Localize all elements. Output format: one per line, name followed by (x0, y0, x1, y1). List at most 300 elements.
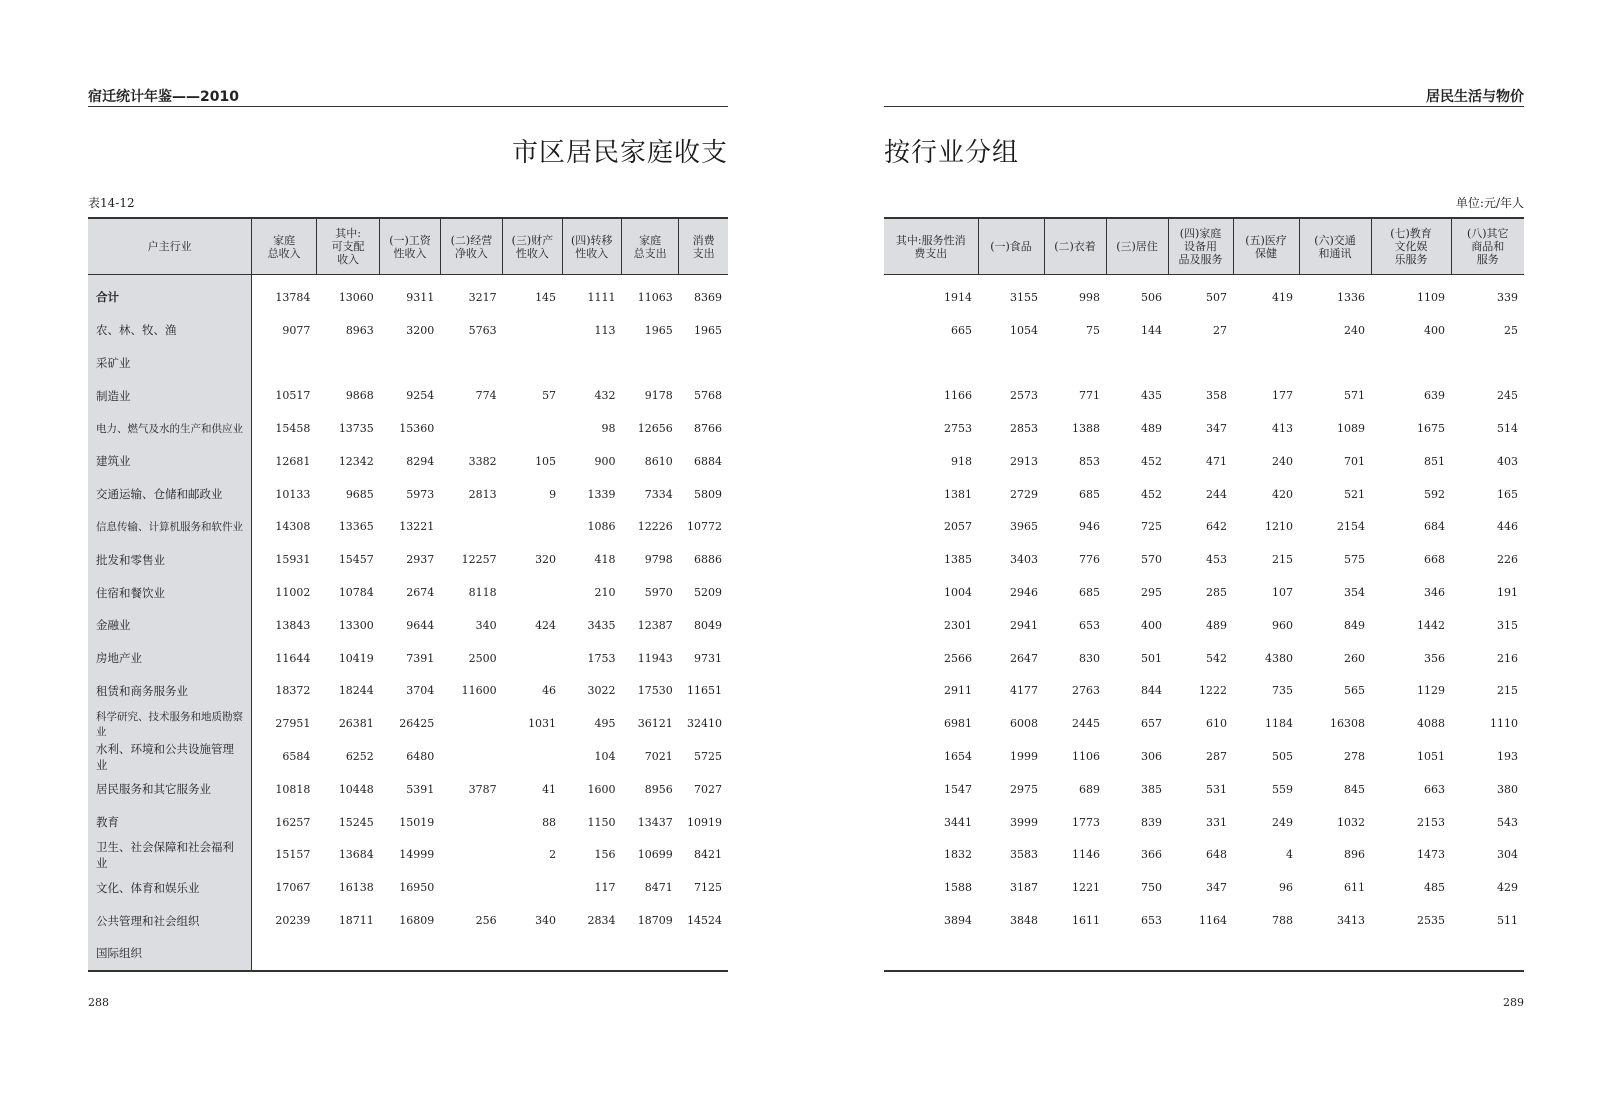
table-row (88, 937, 728, 971)
table-cell: 15931 (275, 553, 311, 567)
column-header: (四)转移 性收入 (562, 218, 621, 275)
table-cell: 2911 (944, 684, 972, 698)
table-cell: 849 (1344, 618, 1365, 632)
table-cell: 1221 (1072, 881, 1100, 895)
table-cell: 36121 (637, 717, 673, 731)
table-cell: 216 (1497, 651, 1518, 665)
table-cell: 16308 (1330, 717, 1365, 731)
table-cell: 6252 (345, 750, 374, 764)
column-header: (八)其它 商品和 服务 (1451, 218, 1524, 275)
table-cell: 9254 (406, 389, 435, 403)
table-cell: 260 (1344, 651, 1365, 665)
table-cell: 611 (1344, 881, 1365, 895)
table-cell: 1442 (1417, 618, 1445, 632)
table-cell: 12226 (637, 520, 673, 534)
table-cell: 315 (1497, 618, 1518, 632)
table-row (884, 904, 1524, 937)
table-cell (884, 937, 978, 971)
table-cell (1451, 937, 1524, 971)
table-cell: 156 (594, 848, 616, 862)
table-cell: 9 (549, 487, 557, 501)
table-cell: 27951 (275, 717, 311, 731)
table-cell (1168, 347, 1233, 380)
table-cell: 2853 (1010, 422, 1038, 436)
table-cell: 340 (535, 914, 557, 928)
running-header-right (884, 84, 1524, 107)
table-cell: 249 (1272, 815, 1293, 829)
table-cell: 16138 (338, 881, 374, 895)
table-cell: 9644 (406, 618, 435, 632)
column-header: 户主行业 (88, 218, 252, 275)
table-cell: 896 (1344, 848, 1365, 862)
column-header: 家庭 总支出 (621, 218, 678, 275)
table-cell: 400 (1141, 618, 1162, 632)
table-cell: 845 (1344, 782, 1365, 796)
table-cell: 774 (475, 389, 497, 403)
table-cell: 9868 (345, 389, 374, 403)
table-cell: 684 (1424, 520, 1445, 534)
table-cell: 1336 (1337, 290, 1365, 304)
table-cell: 88 (542, 815, 557, 829)
table-cell (679, 937, 728, 971)
table-cell: 11063 (637, 290, 673, 304)
table-cell: 1914 (944, 290, 972, 304)
income-table-left (88, 217, 728, 972)
table-cell: 918 (951, 454, 972, 468)
table-row (88, 740, 728, 773)
table-cell: 7125 (694, 881, 722, 895)
row-label: 文化、体育和娱乐业 (88, 871, 252, 904)
table-cell (440, 806, 502, 839)
table-cell: 5970 (644, 586, 673, 600)
table-cell: 489 (1206, 618, 1227, 632)
table-cell: 16809 (399, 914, 435, 928)
table-cell: 960 (1272, 618, 1293, 632)
table-cell: 514 (1497, 422, 1518, 436)
table-cell: 3848 (1010, 914, 1038, 928)
row-label: 电力、燃气及水的生产和供应业 (88, 412, 252, 445)
table-cell: 8766 (694, 422, 722, 436)
table-cell: 210 (594, 586, 616, 600)
left-page (88, 0, 728, 1099)
table-cell: 20239 (275, 914, 311, 928)
table-cell: 1031 (528, 717, 557, 731)
column-header: (三)财产 性收入 (503, 218, 562, 275)
table-row (884, 773, 1524, 806)
table-cell: 9077 (282, 323, 311, 337)
table-cell (1106, 347, 1168, 380)
table-cell: 2500 (468, 651, 497, 665)
table-cell: 701 (1344, 454, 1365, 468)
table-cell: 1965 (644, 323, 673, 337)
table-cell: 177 (1272, 389, 1293, 403)
table-cell: 3435 (587, 618, 616, 632)
chapter-title: 居民生活与物价 (1426, 89, 1524, 105)
table-cell: 453 (1206, 553, 1227, 567)
table-cell (440, 740, 502, 773)
table-row (884, 740, 1524, 773)
table-cell: 424 (535, 618, 557, 632)
table-row (88, 707, 728, 740)
table-cell: 610 (1206, 717, 1227, 731)
table-cell: 403 (1497, 454, 1518, 468)
table-cell: 12387 (637, 618, 673, 632)
row-label: 公共管理和社会组织 (88, 904, 252, 937)
table-cell (316, 347, 379, 380)
table-cell: 278 (1344, 750, 1365, 764)
table-cell (440, 511, 502, 544)
table-cell (440, 412, 502, 445)
table-cell: 145 (535, 290, 557, 304)
table-cell: 1547 (944, 782, 972, 796)
table-cell: 9311 (406, 290, 435, 304)
row-label: 合计 (88, 275, 252, 314)
table-cell: 639 (1424, 389, 1445, 403)
page-number-left: 288 (88, 996, 109, 1009)
table-cell: 2753 (944, 422, 972, 436)
table-cell: 1588 (944, 881, 972, 895)
table-cell: 5763 (468, 323, 497, 337)
table-row (88, 478, 728, 511)
table-cell: 347 (1206, 881, 1227, 895)
table-cell: 13843 (275, 618, 311, 632)
table-row (884, 839, 1524, 872)
table-cell: 9685 (345, 487, 374, 501)
table-row (88, 609, 728, 642)
table-cell: 75 (1086, 323, 1100, 337)
table-cell: 432 (594, 389, 616, 403)
table-cell (252, 347, 317, 380)
table-cell: 340 (475, 618, 497, 632)
table-row (884, 275, 1524, 314)
table-cell: 354 (1344, 586, 1365, 600)
table-cell: 788 (1272, 914, 1293, 928)
table-cell: 1339 (587, 487, 616, 501)
table-cell: 15157 (275, 848, 311, 862)
table-cell: 11644 (275, 651, 311, 665)
table-cell: 1999 (1010, 750, 1038, 764)
table-cell (679, 347, 728, 380)
table-cell: 306 (1141, 750, 1162, 764)
table-cell: 6480 (406, 750, 435, 764)
table-cell: 489 (1141, 422, 1162, 436)
table-cell: 1773 (1072, 815, 1100, 829)
table-cell: 5391 (406, 782, 435, 796)
table-cell: 1109 (1417, 290, 1445, 304)
table-cell: 1210 (1265, 520, 1293, 534)
table-cell (978, 937, 1044, 971)
table-cell: 900 (594, 454, 616, 468)
table-cell: 244 (1206, 487, 1227, 501)
table-row (88, 642, 728, 675)
table-cell: 11002 (275, 586, 311, 600)
table-cell: 511 (1497, 914, 1518, 928)
table-cell: 14524 (687, 914, 722, 928)
table-cell: 419 (1272, 290, 1293, 304)
table-cell: 12656 (637, 422, 673, 436)
table-cell (380, 937, 440, 971)
table-cell: 1054 (1010, 323, 1038, 337)
table-cell (316, 937, 379, 971)
table-cell (380, 347, 440, 380)
table-cell: 105 (535, 454, 557, 468)
row-label: 金融业 (88, 609, 252, 642)
table-cell (884, 347, 978, 380)
table-cell: 2573 (1010, 389, 1038, 403)
table-cell: 13221 (399, 520, 435, 534)
table-cell: 495 (594, 717, 616, 731)
table-cell: 2445 (1072, 717, 1100, 731)
table-cell: 5725 (694, 750, 722, 764)
table-cell: 668 (1424, 553, 1445, 567)
table-cell: 287 (1206, 750, 1227, 764)
table-cell: 215 (1497, 684, 1518, 698)
row-label: 科学研究、技术服务和地质勘察业 (88, 707, 252, 740)
table-cell: 10133 (275, 487, 311, 501)
table-cell: 18709 (637, 914, 673, 928)
table-cell: 8471 (644, 881, 673, 895)
table-row (88, 871, 728, 904)
table-cell (1168, 937, 1233, 971)
table-cell: 429 (1497, 881, 1518, 895)
table-cell: 12681 (275, 454, 311, 468)
table-row (884, 347, 1524, 380)
table-cell: 14308 (275, 520, 311, 534)
table-cell: 13365 (338, 520, 374, 534)
table-row (884, 806, 1524, 839)
table-cell: 1150 (587, 815, 616, 829)
table-cell: 543 (1497, 815, 1518, 829)
table-cell: 1381 (944, 487, 972, 501)
table-cell: 17530 (637, 684, 673, 698)
column-header: (三)居住 (1106, 218, 1168, 275)
table-cell: 256 (475, 914, 497, 928)
table-cell: 1146 (1072, 848, 1100, 862)
table-cell: 575 (1344, 553, 1365, 567)
table-cell: 8956 (644, 782, 673, 796)
table-cell: 501 (1141, 651, 1162, 665)
table-cell: 1184 (1265, 717, 1293, 731)
table-cell: 339 (1497, 290, 1518, 304)
table-cell: 117 (594, 881, 616, 895)
table-cell: 295 (1141, 586, 1162, 600)
table-cell: 3403 (1010, 553, 1038, 567)
table-cell: 16257 (275, 815, 311, 829)
table-cell: 16950 (399, 881, 435, 895)
table-cell: 471 (1206, 454, 1227, 468)
table-cell: 4177 (1010, 684, 1038, 698)
table-cell: 2937 (406, 553, 435, 567)
table-row (88, 445, 728, 478)
table-cell: 32410 (687, 717, 722, 731)
table-cell: 1129 (1417, 684, 1445, 698)
table-row (88, 379, 728, 412)
table-cell: 10419 (338, 651, 374, 665)
table-cell: 8610 (644, 454, 673, 468)
table-cell: 2946 (1010, 586, 1038, 600)
table-row (88, 576, 728, 609)
table-cell: 1051 (1417, 750, 1445, 764)
table-cell: 240 (1344, 323, 1365, 337)
table-cell: 10919 (687, 815, 722, 829)
table-cell: 11600 (461, 684, 497, 698)
table-cell: 13684 (338, 848, 374, 862)
table-cell: 1388 (1072, 422, 1100, 436)
table-cell (440, 871, 502, 904)
table-cell: 356 (1424, 651, 1445, 665)
table-cell: 571 (1344, 389, 1365, 403)
table-cell: 750 (1141, 881, 1162, 895)
table-cell: 15019 (399, 815, 435, 829)
table-cell: 1111 (587, 290, 616, 304)
table-row (88, 275, 728, 314)
table-cell: 839 (1141, 815, 1162, 829)
table-title-left: 市区居民家庭收支 (511, 138, 728, 168)
table-cell: 1385 (944, 553, 972, 567)
table-cell: 285 (1206, 586, 1227, 600)
table-cell: 851 (1424, 454, 1445, 468)
table-cell: 5973 (406, 487, 435, 501)
table-cell (503, 347, 562, 380)
table-cell: 380 (1497, 782, 1518, 796)
table-cell: 1473 (1417, 848, 1445, 862)
table-cell: 12342 (338, 454, 374, 468)
table-cell: 2941 (1010, 618, 1038, 632)
table-cell: 10448 (338, 782, 374, 796)
table-cell: 2301 (944, 618, 972, 632)
table-cell: 452 (1141, 454, 1162, 468)
table-row (884, 642, 1524, 675)
table-cell: 346 (1424, 586, 1445, 600)
table-row (884, 937, 1524, 971)
table-cell: 657 (1141, 717, 1162, 731)
table-cell: 27 (1213, 323, 1227, 337)
row-label: 制造业 (88, 379, 252, 412)
table-cell: 3217 (468, 290, 497, 304)
table-cell: 10818 (275, 782, 311, 796)
table-cell (562, 937, 621, 971)
table-row (88, 839, 728, 872)
table-cell: 5768 (694, 389, 722, 403)
table-cell: 642 (1206, 520, 1227, 534)
table-cell: 771 (1079, 389, 1100, 403)
table-cell: 3441 (944, 815, 972, 829)
table-cell: 1675 (1417, 422, 1445, 436)
table-row (884, 412, 1524, 445)
table-cell (621, 347, 678, 380)
table-cell: 521 (1344, 487, 1365, 501)
table-cell: 12257 (461, 553, 497, 567)
table-cell: 15458 (275, 422, 311, 436)
table-cell: 144 (1141, 323, 1162, 337)
column-header: (四)家庭 设备用 品及服务 (1168, 218, 1233, 275)
table-cell (440, 347, 502, 380)
row-label: 租赁和商务服务业 (88, 675, 252, 708)
table-cell: 7334 (644, 487, 673, 501)
table-cell: 1166 (944, 389, 972, 403)
table-cell: 413 (1272, 422, 1293, 436)
table-cell: 331 (1206, 815, 1227, 829)
table-row (884, 871, 1524, 904)
table-cell: 3413 (1337, 914, 1365, 928)
table-cell: 98 (601, 422, 616, 436)
table-number: 表14-12 (88, 196, 135, 210)
column-header: (六)交通 和通讯 (1299, 218, 1371, 275)
table-cell (503, 642, 562, 675)
row-label: 房地产业 (88, 642, 252, 675)
table-cell: 8294 (406, 454, 435, 468)
table-cell: 570 (1141, 553, 1162, 567)
table-cell: 689 (1079, 782, 1100, 796)
table-cell: 725 (1141, 520, 1162, 534)
table-cell (440, 839, 502, 872)
table-cell (562, 347, 621, 380)
table-cell: 542 (1206, 651, 1227, 665)
table-cell: 1106 (1072, 750, 1100, 764)
table-cell: 7391 (406, 651, 435, 665)
table-cell: 46 (542, 684, 557, 698)
table-cell: 10784 (338, 586, 374, 600)
table-cell: 2647 (1010, 651, 1038, 665)
table-cell: 10772 (687, 520, 722, 534)
table-cell (1233, 347, 1299, 380)
table-cell: 2674 (406, 586, 435, 600)
table-cell: 735 (1272, 684, 1293, 698)
table-cell: 9798 (644, 553, 673, 567)
table-cell: 1110 (1490, 717, 1518, 731)
table-cell: 5809 (694, 487, 722, 501)
table-cell: 358 (1206, 389, 1227, 403)
table-cell: 946 (1079, 520, 1100, 534)
table-cell: 3894 (944, 914, 972, 928)
table-cell (1299, 937, 1371, 971)
table-cell: 14999 (399, 848, 435, 862)
table-cell: 7021 (644, 750, 673, 764)
table-cell: 8421 (694, 848, 722, 862)
table-cell: 844 (1141, 684, 1162, 698)
table-row (884, 379, 1524, 412)
table-cell: 6886 (694, 553, 722, 567)
column-header: (七)教育 文化娱 乐服务 (1371, 218, 1451, 275)
table-cell: 2153 (1417, 815, 1445, 829)
table-cell: 7027 (694, 782, 722, 796)
table-cell: 215 (1272, 553, 1293, 567)
table-cell: 418 (594, 553, 616, 567)
table-cell: 15360 (399, 422, 435, 436)
table-cell: 3382 (468, 454, 497, 468)
table-cell: 452 (1141, 487, 1162, 501)
table-cell: 18372 (275, 684, 311, 698)
table-cell (252, 937, 317, 971)
table-cell: 665 (951, 323, 972, 337)
table-cell (1044, 347, 1106, 380)
table-cell: 25 (1504, 323, 1518, 337)
table-cell: 653 (1141, 914, 1162, 928)
table-cell: 6584 (282, 750, 311, 764)
table-cell: 9731 (694, 651, 722, 665)
table-cell: 1965 (694, 323, 722, 337)
table-row (884, 543, 1524, 576)
table-cell: 11651 (687, 684, 722, 698)
table-cell: 3022 (587, 684, 616, 698)
column-header: (二)衣着 (1044, 218, 1106, 275)
table-cell (1451, 347, 1524, 380)
table-cell: 998 (1079, 290, 1100, 304)
row-label: 交通运输、仓储和邮政业 (88, 478, 252, 511)
yearbook-title: 宿迁统计年鉴——2010 (88, 89, 239, 105)
table-cell: 592 (1424, 487, 1445, 501)
row-label: 水利、环境和公共设施管理业 (88, 740, 252, 773)
